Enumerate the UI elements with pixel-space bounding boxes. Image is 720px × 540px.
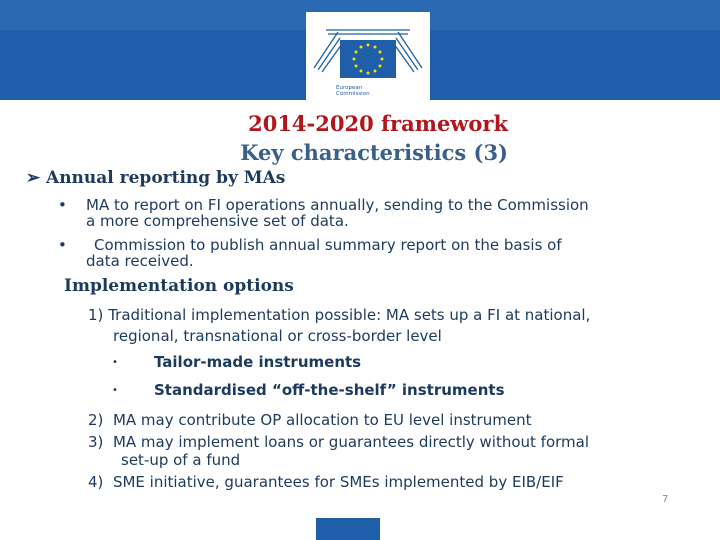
- item-number: 1): [88, 306, 104, 324]
- section-heading-annual-reporting: [26, 168, 285, 188]
- numbered-item-2: [88, 410, 531, 430]
- item-text: MA may contribute OP allocation to EU level instrument: [112, 411, 532, 429]
- logo-line-1: European: [336, 85, 363, 91]
- item-text-line: regional, transnational or cross-border level: [113, 327, 442, 345]
- item-text-line: set-up of a fund: [121, 451, 241, 469]
- logo-line-2: Commission: [336, 91, 370, 97]
- bullet-text-line: Commission to publish annual summary report on the basis of: [94, 236, 562, 254]
- eu-flag-footer: [316, 518, 380, 540]
- item-text: SME initiative, guarantees for SMEs implemented by EIB/EIF: [112, 473, 564, 491]
- item-number: 4): [88, 473, 104, 491]
- sub-item-tailor-made: [112, 353, 361, 371]
- arrow-bullet-icon: ➢: [26, 168, 41, 188]
- item-number: 2): [88, 411, 104, 429]
- bullet-dot-icon: •: [112, 385, 118, 396]
- sub-item-text: Tailor-made instruments: [154, 353, 362, 371]
- page-number: 7: [662, 494, 669, 505]
- item-number: 3): [88, 433, 104, 451]
- numbered-item-4: [88, 472, 564, 492]
- bullet-dot-icon: •: [58, 196, 67, 214]
- bullet-dot-icon: •: [58, 236, 67, 254]
- bullet-text-line: MA to report on FI operations annually, sending to the Commission: [86, 196, 589, 214]
- item-text-line: Traditional implementation possible: MA sets up a FI at national,: [108, 306, 591, 324]
- numbered-item-3: [88, 432, 589, 452]
- bullet-text-line: data received.: [86, 252, 194, 270]
- sub-item-off-the-shelf: [112, 381, 505, 399]
- section-heading-implementation: Implementation options: [64, 276, 294, 296]
- sub-item-text: Standardised “off-the-shelf” instruments: [154, 381, 505, 399]
- slide-title: 2014-2020 framework: [248, 111, 508, 136]
- bullet-text-line: a more comprehensive set of data.: [86, 212, 349, 230]
- numbered-item-1: [88, 305, 590, 325]
- bullet-dot-icon: •: [112, 357, 118, 368]
- logo-text: [336, 85, 370, 97]
- european-commission-logo: [306, 12, 430, 102]
- section-heading-text: Annual reporting by MAs: [46, 168, 286, 188]
- item-text-line: MA may implement loans or guarantees directly without formal: [112, 433, 589, 451]
- slide-subtitle: Key characteristics (3): [240, 140, 508, 165]
